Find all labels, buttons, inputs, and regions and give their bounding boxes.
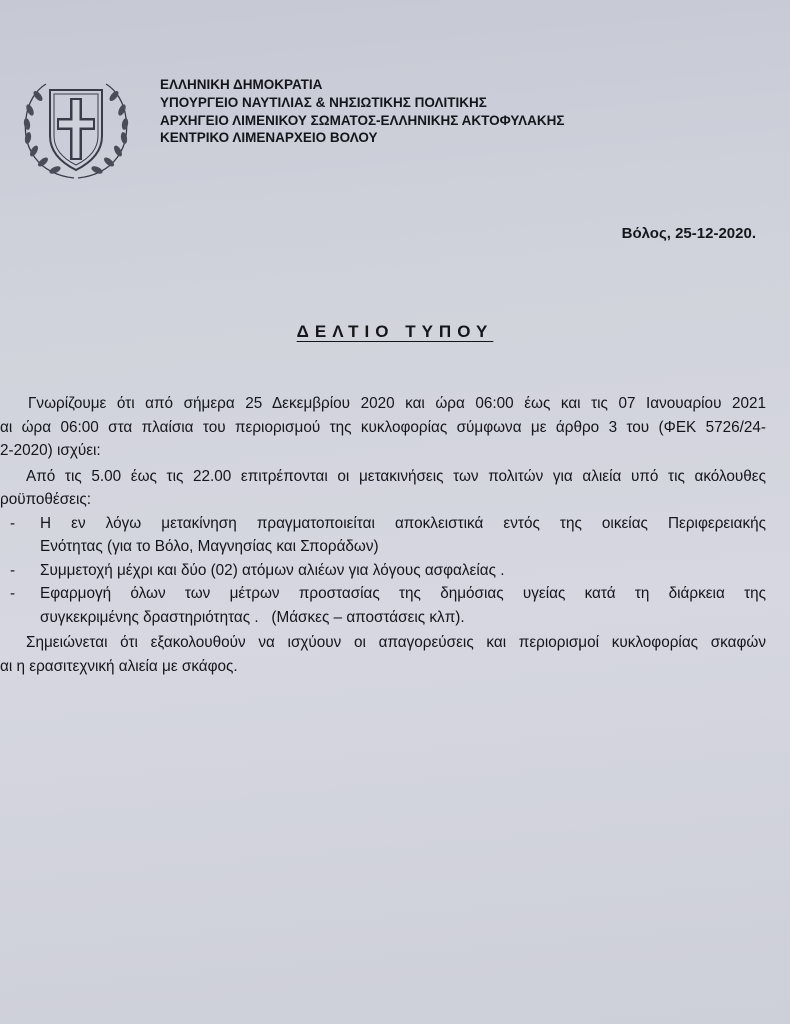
paragraph-2-line-2: ροϋποθέσεις:	[0, 491, 92, 508]
bullet-dash: -	[10, 561, 16, 579]
paragraph-1-line-2: αι ώρα 06:00 στα πλαίσια του περιορισμού της κυκλοφορίας σύμφωνα με άρθρο 3 του (ΦΕΚ 5726/24-	[0, 418, 766, 436]
bullet-item-health-measures	[10, 582, 766, 629]
document-body	[0, 392, 766, 678]
bullet-3-line-1: Εφαρμογή όλων των μέτρων προστασίας της δημόσιας υγείας κατά τη διάρκεια της	[40, 585, 766, 602]
paragraph-1-line-1: Γνωρίζουμε ότι από σήμερα 25 Δεκεμβρίου 2020 και ώρα 06:00 έως και τις 07 Ιανουαρίου 2021	[28, 395, 766, 412]
bullet-item-area	[10, 512, 766, 559]
document-title: ΔΕΛΤΙΟ ΤΥΠΟΥ	[296, 322, 494, 341]
paragraph-3-line-2: αι η ερασιτεχνική αλιεία με σκάφος.	[0, 657, 238, 675]
header-line-coast-guard: ΑΡΧΗΓΕΙΟ ΛΙΜΕΝΙΚΟΥ ΣΩΜΑΤΟΣ-ΕΛΛΗΝΙΚΗΣ ΑΚΤΟΦΥΛΑΚΗΣ	[160, 112, 565, 128]
bullet-item-participants	[10, 559, 766, 583]
bullet-2-line-1: Συμμετοχή μέχρι και δύο (02) ατόμων αλιέων για λόγους ασφαλείας .	[40, 561, 505, 579]
bullet-dash: -	[10, 585, 16, 602]
document-date: Βόλος, 25-12-2020.	[621, 225, 756, 242]
bullet-1-line-2: Ενότητας (για το Βόλο, Μαγνησίας και Σποράδων)	[40, 538, 379, 555]
agency-header	[160, 76, 760, 147]
paragraph-3-line-1: Σημειώνεται ότι εξακολουθούν να ισχύουν οι απαγορεύσεις και περιορισμοί κυκλοφορίας σκαφών	[26, 634, 766, 651]
header-line-country: ΕΛΛΗΝΙΚΗ ΔΗΜΟΚΡΑΤΙΑ	[160, 77, 323, 92]
header-line-port-authority: ΚΕΝΤΡΙΚΟ ΛΙΜΕΝΑΡΧΕΙΟ ΒΟΛΟΥ	[160, 130, 378, 146]
paragraph-1-line-3: 2-2020) ισχύει:	[0, 442, 101, 459]
bullet-dash: -	[10, 514, 16, 532]
greek-coat-of-arms-emblem	[16, 70, 136, 185]
paragraph-2-line-1: Από τις 5.00 έως τις 22.00 επιτρέπονται οι μετακινήσεις των πολιτών για αλιεία υπό τις ακόλουθες	[26, 467, 766, 485]
header-line-ministry: ΥΠΟΥΡΓΕΙΟ ΝΑΥΤΙΛΙΑΣ & ΝΗΣΙΩΤΙΚΗΣ ΠΟΛΙΤΙΚΗΣ	[160, 94, 487, 110]
bullet-1-line-1: Η εν λόγω μετακίνηση πραγματοποιείται αποκλειστικά εντός της οικείας Περιφερειακής	[40, 514, 766, 532]
bullet-3-line-2: συγκεκριμένης δραστηριότητας . (Μάσκες – αποστάσεις κλπ).	[40, 608, 465, 626]
document-title-wrapper	[0, 322, 790, 342]
